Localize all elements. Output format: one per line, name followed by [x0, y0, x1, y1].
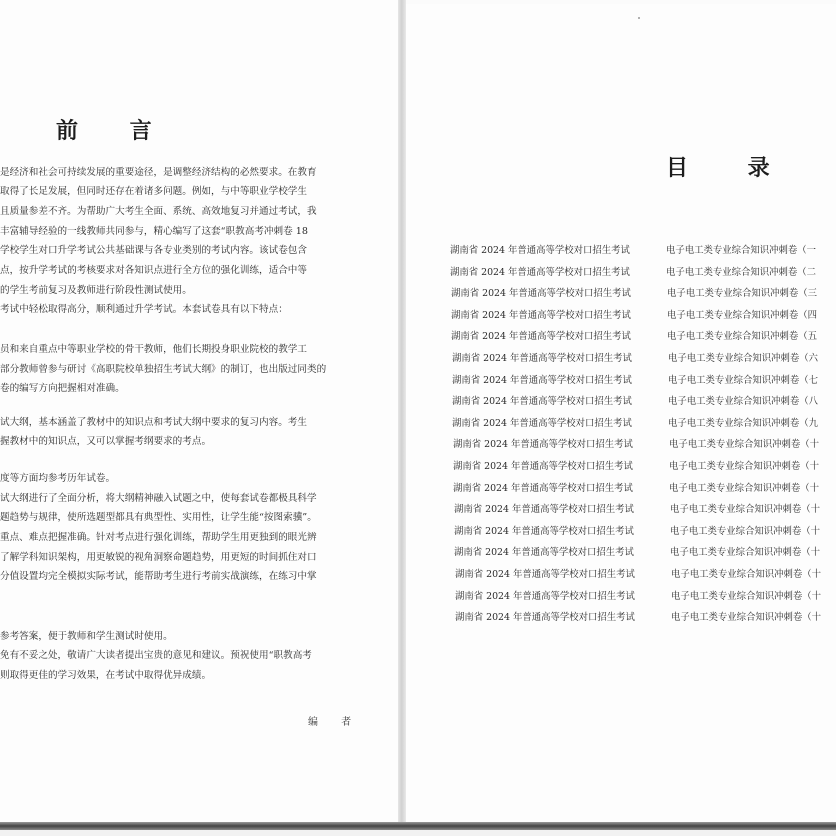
toc-title: 目 录 — [666, 155, 796, 181]
preface-line: 点，按升学考试的考核要求对各知识点进行全方位的强化训练，适合中等 — [0, 265, 307, 276]
preface-line: 试大纲进行了全面分析，将大纲精神融入试题之中，使每套试卷都极具科学 — [0, 493, 317, 504]
preface-line: 题趋势与规律，使所选题型都具有典型性、实用性，让学生能“按图索骥”。 — [0, 512, 317, 523]
toc-entry-exam: 湖南省 2024 年普通高等学校对口招生考试 — [452, 374, 632, 386]
toc-entry-exam: 湖南省 2024 年普通高等学校对口招生考试 — [452, 417, 632, 429]
toc-entry-exam: 湖南省 2024 年普通高等学校对口招生考试 — [455, 590, 635, 602]
preface-line: 则取得更佳的学习效果，在考试中取得优异成绩。 — [0, 670, 212, 681]
toc-entry-paper: 电子电工类专业综合知识冲刺卷（十 — [670, 547, 821, 559]
toc-entry-paper: 电子电工类专业综合知识冲刺卷（六 — [668, 353, 819, 364]
preface-line: 免有不妥之处，敬请广大读者提出宝贵的意见和建议。预祝使用“职教高考 — [0, 650, 312, 661]
toc-entry-paper: 电子电工类专业综合知识冲刺卷（十 — [669, 439, 820, 451]
preface-line: 学校学生对口升学考试公共基础课与各专业类别的考试内容。该试卷包含 — [0, 245, 307, 256]
toc-entry-paper: 电子电工类专业综合知识冲刺卷（十 — [669, 482, 820, 494]
toc-entry-paper: 电子电工类专业综合知识冲刺卷（二 — [666, 266, 817, 278]
toc-entry-paper: 电子电工类专业综合知识冲刺卷（三 — [667, 288, 818, 300]
preface-line: 试大纲，基本涵盖了教材中的知识点和考试大纲中要求的复习内容。考生 — [0, 417, 307, 428]
toc-entry-paper: 电子电工类专业综合知识冲刺卷（四 — [667, 309, 818, 321]
toc-entry-exam: 湖南省 2024 年普通高等学校对口招生考试 — [454, 525, 634, 537]
toc-entry-exam: 湖南省 2024 年普通高等学校对口招生考试 — [450, 266, 630, 278]
preface-line: 丰富辅导经验的一线教师共同参与，精心编写了这套“职教高考冲刺卷 18 — [0, 226, 308, 237]
preface-title: 前 言 — [56, 118, 174, 144]
preface-line: 度等方面均参考历年试卷。 — [0, 473, 116, 484]
preface-line: 卷的编写方向把握相对准确。 — [0, 383, 125, 394]
toc-entry-paper: 电子电工类专业综合知识冲刺卷（十 — [671, 590, 822, 602]
toc-entry-exam: 湖南省 2024 年普通高等学校对口招生考试 — [452, 396, 632, 408]
toc-page — [406, 4, 836, 824]
preface-line: 了解学科知识架构，用更敏锐的视角洞察命题趋势，用更短的时间抓住对口 — [0, 552, 317, 563]
preface-line: 且质量参差不齐。为帮助广大考生全面、系统、高效地复习并通过考试，我 — [0, 206, 317, 217]
preface-line: 部分教师曾参与研讨《高职院校单独招生考试大纲》的制订，也出版过同类的 — [0, 364, 327, 375]
toc-entry-exam: 湖南省 2024 年普通高等学校对口招生考试 — [450, 245, 630, 256]
preface-line: 取得了长足发展，但同时还存在着诸多问题。例如，与中等职业学校学生 — [0, 186, 307, 197]
toc-entry-paper: 电子电工类专业综合知识冲刺卷（十 — [670, 504, 821, 516]
toc-entry-exam: 湖南省 2024 年普通高等学校对口招生考试 — [455, 569, 635, 580]
toc-entry-paper: 电子电工类专业综合知识冲刺卷（十 — [671, 612, 822, 624]
preface-line: 握教材中的知识点，又可以掌握考纲要求的考点。 — [0, 436, 212, 447]
toc-entry-exam: 湖南省 2024 年普通高等学校对口招生考试 — [452, 353, 632, 364]
preface-line: 员和来自重点中等职业学校的骨干教师，他们长期投身职业院校的教学工 — [0, 344, 307, 355]
preface-line: 的学生考前复习及教师进行阶段性测试使用。 — [0, 285, 192, 296]
toc-entry-paper: 电子电工类专业综合知识冲刺卷（十 — [671, 569, 822, 580]
toc-entry-exam: 湖南省 2024 年普通高等学校对口招生考试 — [454, 504, 634, 516]
preface-page — [0, 0, 398, 824]
toc-entry-paper: 电子电工类专业综合知识冲刺卷（九 — [668, 417, 819, 429]
paper-speck — [638, 17, 640, 19]
toc-entry-paper: 电子电工类专业综合知识冲刺卷（七 — [668, 374, 819, 386]
scan-border — [0, 830, 836, 836]
toc-entry-exam: 湖南省 2024 年普通高等学校对口招生考试 — [455, 612, 635, 624]
toc-entry-paper: 电子电工类专业综合知识冲刺卷（五 — [667, 331, 818, 343]
preface-line: 考试中轻松取得高分，顺利通过升学考试。本套试卷具有以下特点： — [0, 304, 288, 315]
preface-signature: 编 者 — [308, 717, 362, 728]
toc-entry-exam: 湖南省 2024 年普通高等学校对口招生考试 — [453, 439, 633, 451]
preface-line: 重点、难点把握准确。针对考点进行强化训练，帮助学生用更独到的眼光辨 — [0, 532, 317, 543]
toc-entry-paper: 电子电工类专业综合知识冲刺卷（八 — [668, 396, 819, 408]
toc-entry-exam: 湖南省 2024 年普通高等学校对口招生考试 — [451, 331, 631, 343]
toc-entry-exam: 湖南省 2024 年普通高等学校对口招生考试 — [454, 547, 634, 559]
toc-entry-paper: 电子电工类专业综合知识冲刺卷（一 — [666, 245, 817, 256]
preface-line: 是经济和社会可持续发展的重要途径，是调整经济结构的必然要求。在教育 — [0, 167, 317, 178]
toc-entry-exam: 湖南省 2024 年普通高等学校对口招生考试 — [451, 288, 631, 300]
preface-line: 参考答案，便于教师和学生测试时使用。 — [0, 631, 173, 642]
book-gutter — [398, 0, 406, 826]
preface-line: 分值设置均完全模拟实际考试，能帮助考生进行考前实战演练，在练习中掌 — [0, 571, 317, 582]
toc-entry-exam: 湖南省 2024 年普通高等学校对口招生考试 — [451, 309, 631, 321]
toc-entry-exam: 湖南省 2024 年普通高等学校对口招生考试 — [453, 482, 633, 494]
toc-entry-paper: 电子电工类专业综合知识冲刺卷（十 — [670, 525, 821, 537]
toc-entry-paper: 电子电工类专业综合知识冲刺卷（十 — [669, 461, 820, 472]
toc-entry-exam: 湖南省 2024 年普通高等学校对口招生考试 — [453, 461, 633, 472]
